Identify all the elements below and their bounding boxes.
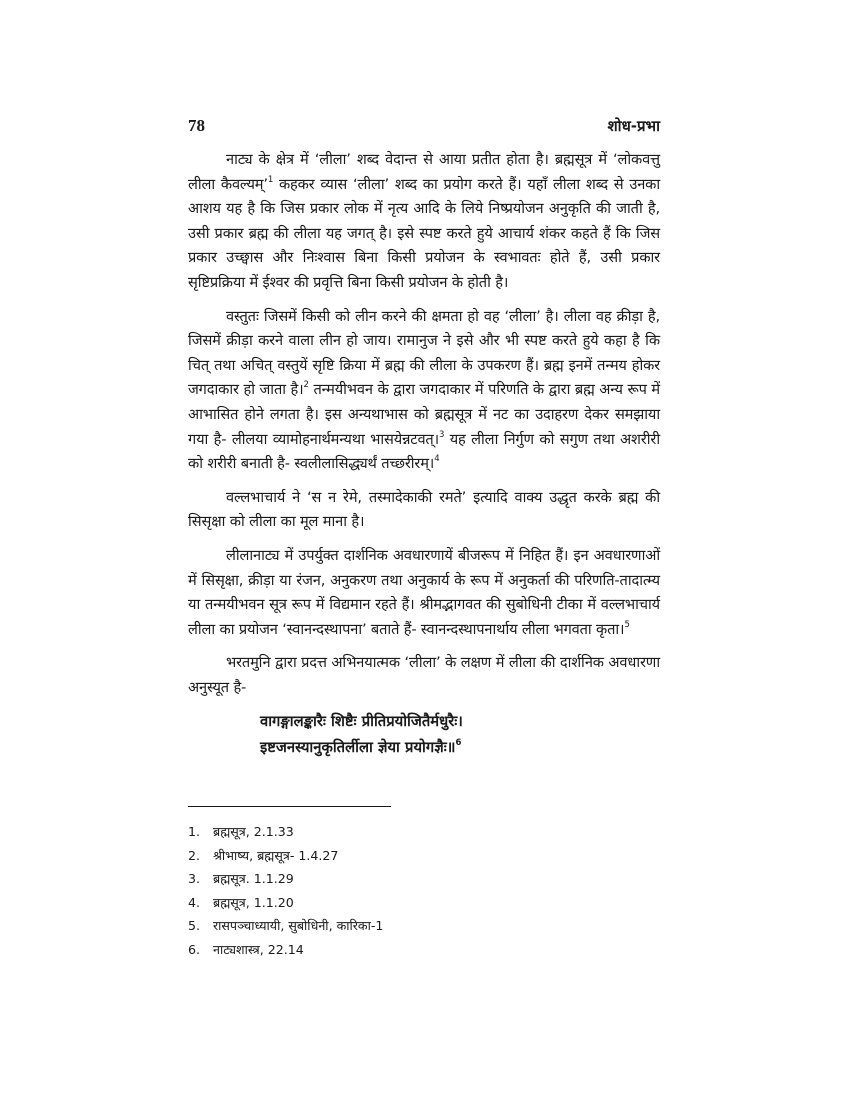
paragraph-text: लीलानाट्य में उपर्युक्त दार्शनिक अवधारणायें बीजरूप में निहित हैं। इन अवधारणाओं में सिसृक्षा, क्रीड़ा या रंजन, अनुकरण तथा अनुकार्य के रूप में अनुकर्ता की परिणति-तादात्म्य या तन्मयीभवन सूत्र रूप में विद्यमान रहते हैं। श्रीमद्भागवत की सुबोधिनी टीका में वल्लभाचार्य लीला का प्रयोजन ‘स्वानन्दस्थापना’ बताते हैं- स्वानन्दस्थापनार्थाय लीला भगवता कृता। bbox=[188, 546, 660, 638]
footnote-ref[interactable]: 3 bbox=[438, 429, 445, 440]
footnote: 5. रासपञ्चाध्यायी, सुबोधिनी, कारिका-1 bbox=[188, 918, 384, 934]
paragraph-text: तन्मयीभवन के द्वारा जगदाकार में परिणति के द्वारा ब्रह्म अन्य रूप में आभासित होने लगता है। इस अन्यथाभास को ब्रह्मसूत्र में नट का उदाहरण देकर समझाया गया है- लीलया व्यामोहनार्थमन्यथा भासयेन्नटवत्। bbox=[188, 381, 661, 448]
footnote-separator bbox=[188, 806, 391, 807]
footnote-list bbox=[188, 820, 660, 962]
verse-line-2: इष्टजनस्यानुकृतिर्लीला ज्ञेया प्रयोगज्ञैः॥$^6$ bbox=[260, 738, 462, 757]
footnote: 1. ब्रह्मसूत्र, 2.1.33 bbox=[188, 824, 294, 839]
footnote-ref[interactable]: 1 bbox=[267, 174, 274, 185]
footnote: 3. ब्रह्मसूत्र. 1.1.29 bbox=[188, 871, 294, 887]
paragraph bbox=[188, 651, 660, 700]
running-header bbox=[188, 116, 660, 138]
footnote: 2. श्रीभाष्य, ब्रह्मसूत्र- 1.4.27 bbox=[188, 847, 339, 863]
footnote: 4. ब्रह्मसूत्र, 1.1.20 bbox=[188, 894, 294, 910]
sanskrit-verse bbox=[260, 709, 660, 761]
footnote-ref[interactable]: 5 bbox=[624, 619, 630, 630]
paragraph bbox=[188, 544, 660, 642]
paragraph-text: वल्लभाचार्य ने ‘स न रेमे, तस्मादेकाकी रमते’ इत्यादि वाक्य उद्धृत करके ब्रह्म की सिसृक्षा को लीला का मूल माना है। bbox=[188, 488, 660, 531]
paragraph bbox=[188, 486, 660, 535]
paragraph-text: भरतमुनि द्वारा प्रदत्त अभिनयात्मक ‘लीला’ के लक्षण में लीला की दार्शनिक अवधारणा अनुस्यूत है- bbox=[188, 654, 660, 696]
footnote-ref[interactable]: 4 bbox=[434, 454, 440, 465]
paragraph-text: कहकर व्यास ‘लीला’ शब्द का प्रयोग करते हैं। यहाँ लीला शब्द से उनका आशय यह है कि जिस प्रकार लोक में नृत्य आदि के लिये निष्प्रयोजन अनुकृति की जाती है, उसी प्रकार ब्रह्म की लीला यह जगत् है। इसे स्पष्ट करते हुये आचार्य शंकर कहते हैं कि जिस प्रकार उच्छ्वास और निःश्वास बिना किसी प्रयोजन के स्वभावतः होते हैं, उसी प्रकार सृष्टिप्रक्रिया में ईश्वर की प्रवृत्ति बिना किसी प्रयोजन के होती है। bbox=[188, 175, 660, 291]
verse-line-1: वागङ्गालङ्कारैः शिष्टैः प्रीतिप्रयोजितैर्मधुरैः। bbox=[260, 713, 463, 731]
paragraph-text: नाट्य के क्षेत्र में ‘लीला’ शब्द वेदान्त से आया प्रतीत होता है। ब्रह्मसूत्र में ‘लोकवत्तु लीला कैवल्यम्’ bbox=[188, 151, 660, 193]
page-number: 78 bbox=[188, 116, 205, 135]
footnote: 6. नाट्यशास्त्र, 22.14 bbox=[188, 941, 304, 957]
paragraph-text: वस्तुतः जिसमें किसी को लीन करने की क्षमता हो वह ‘लीला’ है। लीला वह क्रीड़ा है, जिसमें क्रीड़ा करने वाला लीन हो जाय। रामानुज ने इसे और भी स्पष्ट करते हुये कहा है कि चित् तथा अचित् वस्तुयें सृष्टि क्रिया में ब्रह्म की लीला के उपकरण हैं। ब्रह्म इनमें तन्मय होकर जगदाकार हो जाता है। bbox=[188, 307, 660, 399]
footnote-ref[interactable]: 6 bbox=[455, 738, 462, 749]
paragraph-text: यह लीला निर्गुण को सगुण तथा अशरीरी को शरीरी बनाती है- स्वलीलासिद्ध्यर्थं तच्छरीरम्। bbox=[188, 430, 660, 473]
journal-name: शोध-प्रभा bbox=[607, 117, 660, 135]
body-text bbox=[188, 148, 660, 761]
paragraph bbox=[188, 148, 660, 296]
footnote-ref[interactable]: 2 bbox=[303, 380, 309, 391]
paragraph bbox=[188, 305, 660, 477]
